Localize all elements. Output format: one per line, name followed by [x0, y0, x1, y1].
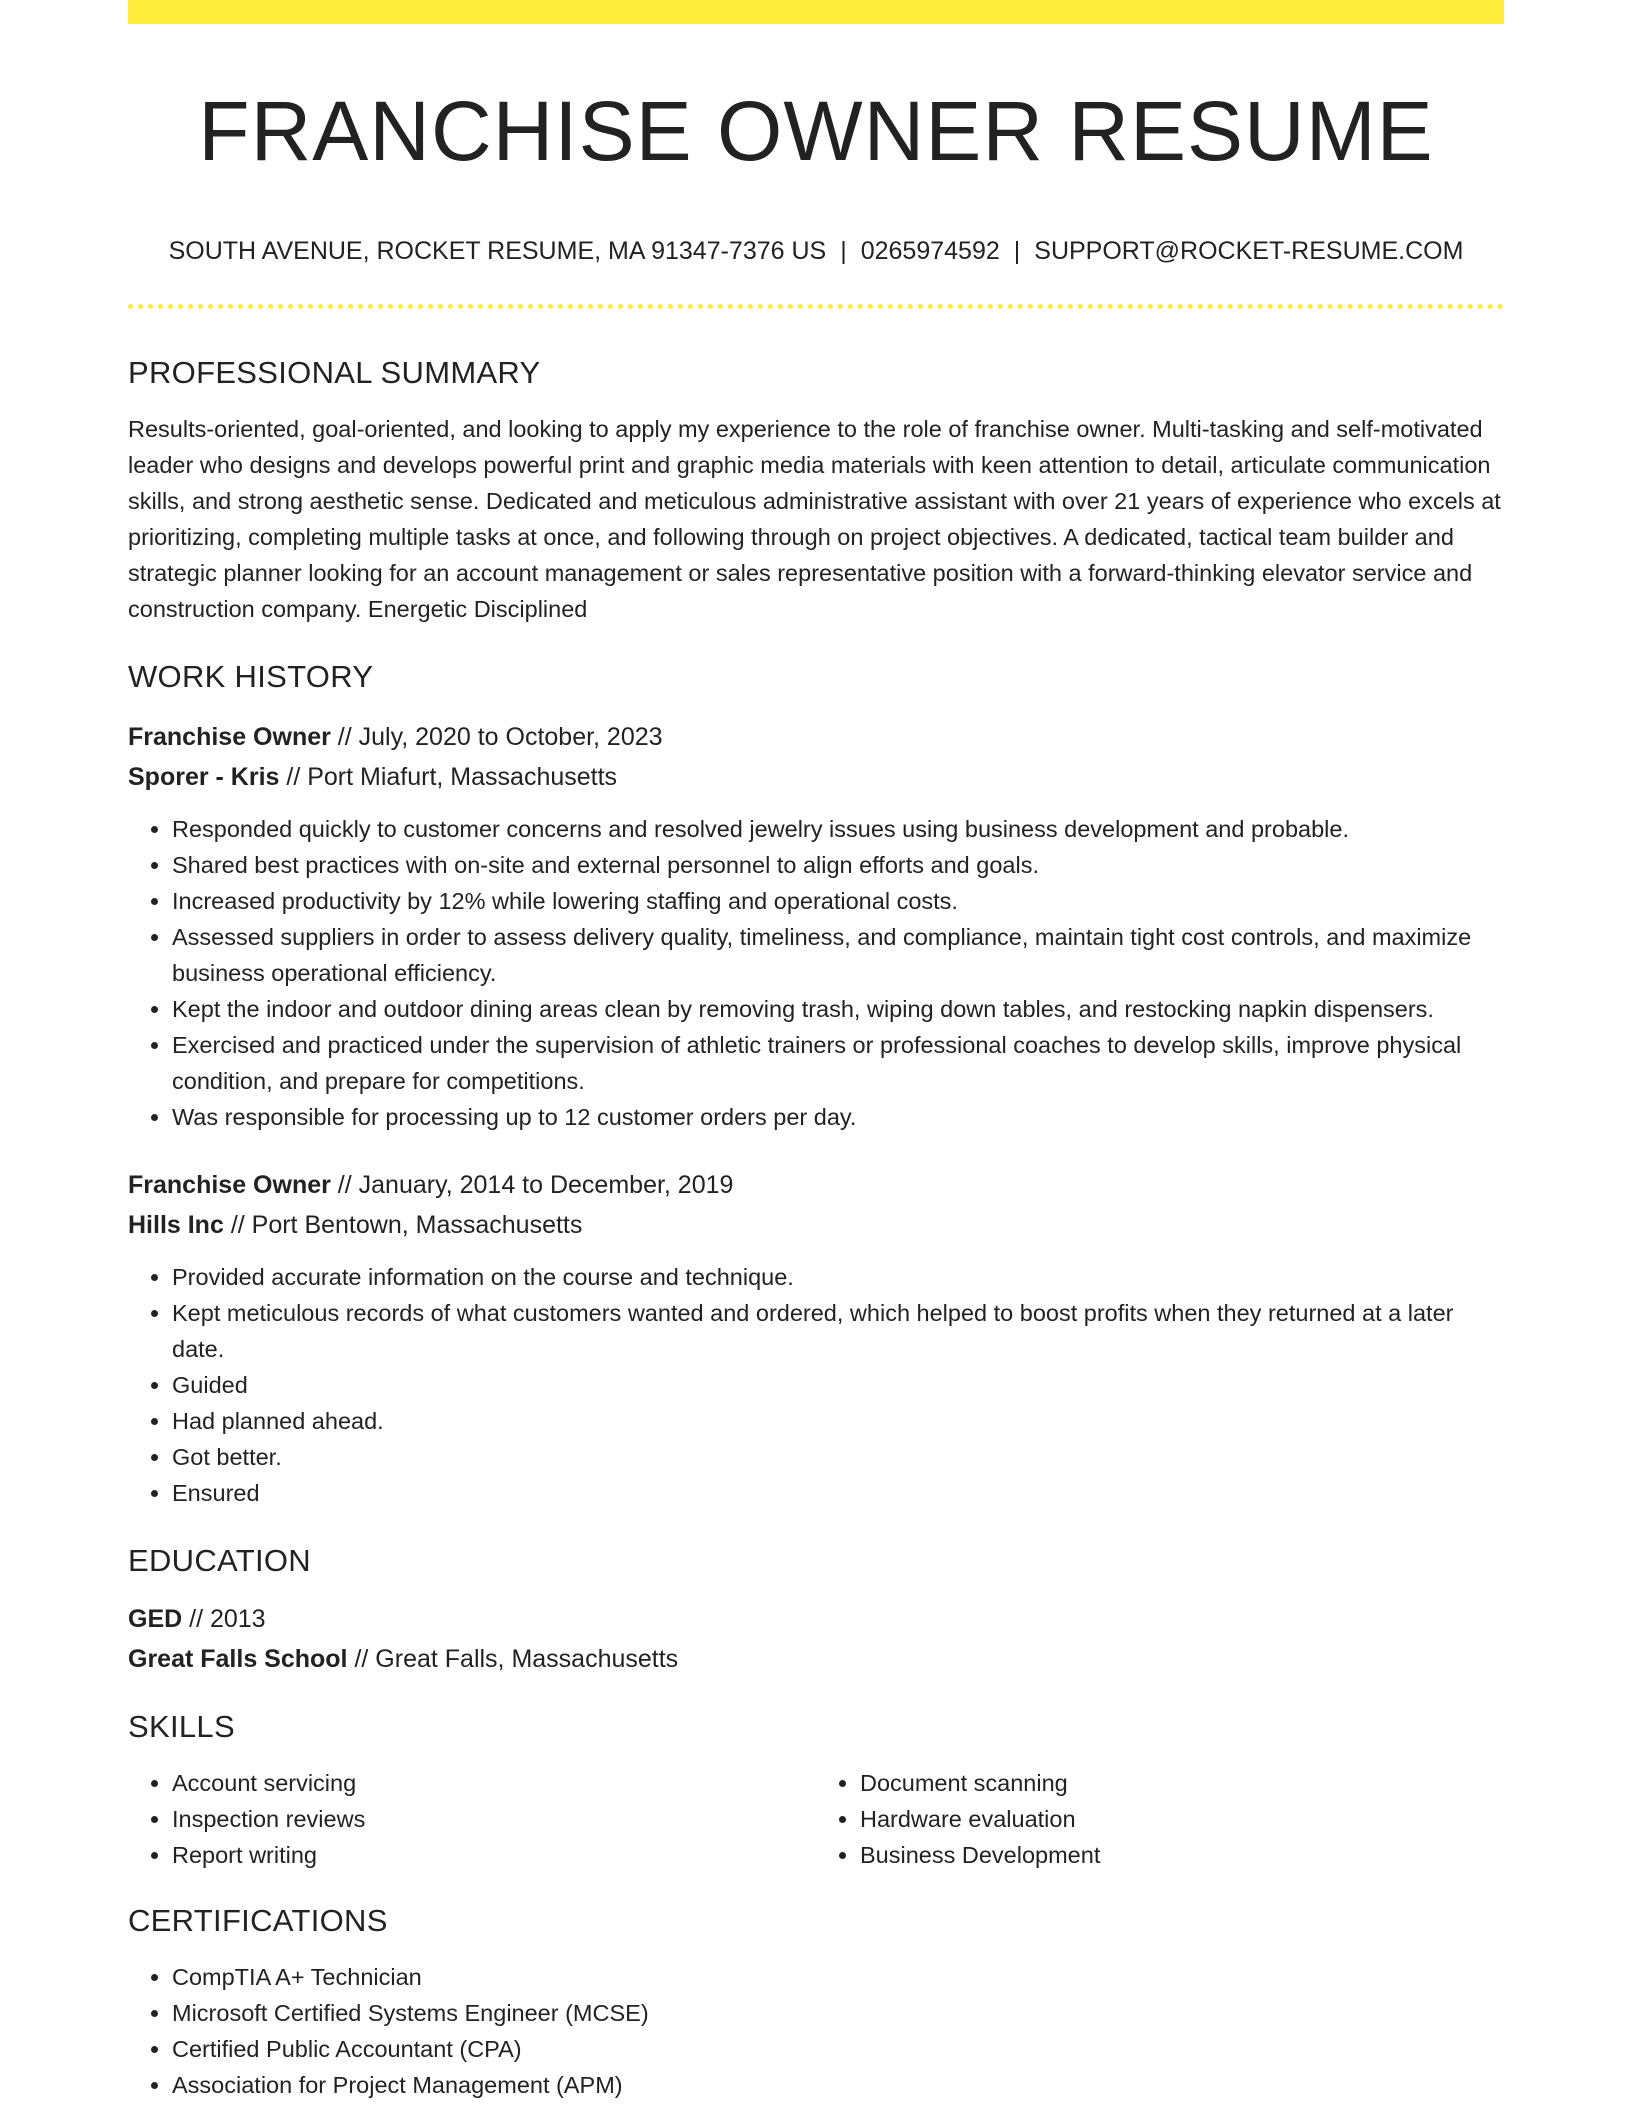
skill-item: • Business Development: [860, 1837, 1504, 1873]
section-title-skills: SKILLS: [128, 1709, 235, 1744]
list-item: • Got better.: [172, 1439, 1504, 1475]
contact-email: SUPPORT@ROCKET-RESUME.COM: [1034, 237, 1464, 265]
contact-separator: |: [840, 237, 847, 265]
section-title-summary: PROFESSIONAL SUMMARY: [128, 355, 541, 390]
skills-column-left: [128, 1765, 816, 1873]
job-company: Hills Inc: [128, 1211, 224, 1239]
list-item: • Kept the indoor and outdoor dining areas clean by removing trash, wiping down tables, and restocking napkin dispensers.: [172, 991, 1504, 1027]
skill-item: • Inspection reviews: [172, 1801, 816, 1837]
job-bullets: [128, 1259, 1504, 1511]
job-location: // Port Bentown, Massachusetts: [223, 1211, 583, 1239]
section-title-education: EDUCATION: [128, 1543, 311, 1578]
education-school: Great Falls School: [128, 1645, 348, 1673]
education-school-line: [128, 1639, 1504, 1679]
list-item: • Responded quickly to customer concerns and resolved jewelry issues using business development and probable.: [172, 811, 1504, 847]
list-item: • Assessed suppliers in order to assess delivery quality, timeliness, and compliance, maintain tight cost controls, and maximize business operational efficiency.: [172, 919, 1504, 991]
contact-separator: |: [1013, 237, 1021, 265]
job-role: Franchise Owner: [128, 723, 331, 751]
top-accent-bar: [128, 0, 1504, 24]
job-company-line: [128, 1205, 1504, 1245]
education-location: // Great Falls, Massachusetts: [347, 1645, 679, 1673]
contact-line: [128, 234, 1504, 268]
list-item: • Ensured: [172, 1475, 1504, 1511]
education-degree: GED: [128, 1605, 183, 1633]
certification-item: • Microsoft Certified Systems Engineer (MCSE): [172, 1995, 1504, 2031]
list-item: • Guided: [172, 1367, 1504, 1403]
job-dates: // January, 2014 to December, 2019: [330, 1171, 734, 1199]
section-title-work-history: WORK HISTORY: [128, 659, 374, 694]
job-company: Sporer - Kris: [128, 763, 280, 791]
job-location: // Port Miafurt, Massachusetts: [279, 763, 618, 791]
skill-item: • Document scanning: [860, 1765, 1504, 1801]
summary-text: Results-oriented, goal-oriented, and looking to apply my experience to the role of franchise owner. Multi-tasking and self-motivated leader who designs and develops powerful print and graphic media materials with keen attention to detail, articulate communication skills, and strong aesthetic sense. Dedicated and meticulous administrative assistant with over 21 years of experience who excels at prioritizing, completing multiple tasks at once, and following through on project objectives. A dedicated, tactical team builder and strategic planner looking for an account management or sales representative position with a forward-thinking elevator service and construction company. Energetic Disciplined: [128, 416, 1501, 622]
list-item: • Shared best practices with on-site and external personnel to align efforts and goals.: [172, 847, 1504, 883]
list-item: • Increased productivity by 12% while lowering staffing and operational costs.: [172, 883, 1504, 919]
skill-item: • Account servicing: [172, 1765, 816, 1801]
skills-grid: [128, 1765, 1504, 1873]
contact-address: SOUTH AVENUE, ROCKET RESUME, MA 91347-7376 US: [168, 237, 827, 265]
job-role-line: [128, 717, 1504, 757]
section-title-certifications: CERTIFICATIONS: [128, 1903, 388, 1938]
skills-column-right: [816, 1765, 1504, 1873]
job-entry: [128, 1165, 1504, 1511]
list-item: • Was responsible for processing up to 12 customer orders per day.: [172, 1099, 1504, 1135]
certification-item: • Association for Project Management (APM): [172, 2067, 1504, 2103]
skill-item: • Report writing: [172, 1837, 816, 1873]
resume-title: FRANCHISE OWNER RESUME: [198, 84, 1434, 178]
contact-phone: 0265974592: [860, 237, 1000, 265]
certification-item: • CompTIA A+ Technician: [172, 1959, 1504, 1995]
job-role-line: [128, 1165, 1504, 1205]
job-role: Franchise Owner: [128, 1171, 331, 1199]
list-item: • Had planned ahead.: [172, 1403, 1504, 1439]
education-year: // 2013: [182, 1605, 266, 1633]
skill-item: • Hardware evaluation: [860, 1801, 1504, 1837]
list-item: • Kept meticulous records of what customers wanted and ordered, which helped to boost profits when they returned at a later date.: [172, 1295, 1504, 1367]
education-degree-line: [128, 1599, 1504, 1639]
dotted-divider: [128, 304, 1504, 309]
job-bullets: [128, 811, 1504, 1135]
list-item: • Provided accurate information on the course and technique.: [172, 1259, 1504, 1295]
list-item: • Exercised and practiced under the supervision of athletic trainers or professional coaches to develop skills, improve physical condition, and prepare for competitions.: [172, 1027, 1504, 1099]
education-entry: [128, 1599, 1504, 1679]
job-dates: // July, 2020 to October, 2023: [330, 723, 663, 751]
certification-item: • Certified Public Accountant (CPA): [172, 2031, 1504, 2067]
resume-page: [128, 0, 1504, 2103]
certifications-list: [128, 1959, 1504, 2103]
job-company-line: [128, 757, 1504, 797]
job-entry: [128, 717, 1504, 1135]
